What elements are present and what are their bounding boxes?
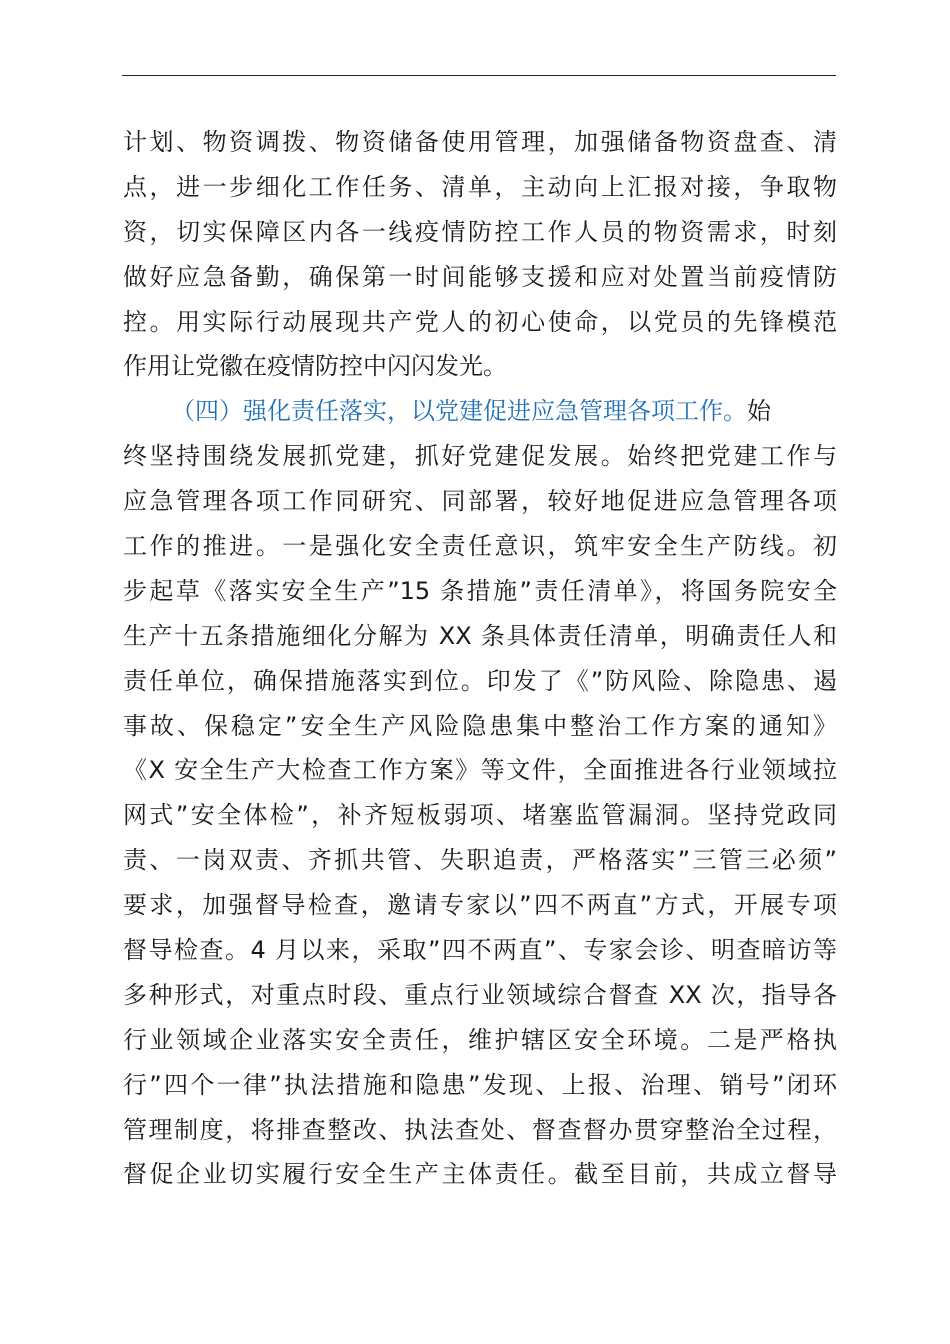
text-line: 要求，加强督导检查，邀请专家以”四不两直”方式，开展专项 xyxy=(123,891,837,920)
section-first-line-tail: 始 xyxy=(747,397,771,426)
text-line: 行”四个一律”执法措施和隐患”发现、上报、治理、销号”闭环 xyxy=(123,1070,837,1099)
text-line: 步起草《落实安全生产”15 条措施”责任清单》，将国务院安全 xyxy=(123,576,837,605)
text-line: 计划、物资调拨、物资储备使用管理，加强储备物资盘查、清 xyxy=(123,128,837,156)
section-heading: （四）强化责任落实，以党建促进应急管理各项工作。 xyxy=(171,397,747,426)
text-line: 控。用实际行动展现共产党人的初心使命，以党员的先锋模范 xyxy=(123,307,837,336)
text-line: 终坚持围绕发展抓党建，抓好党建促发展。始终把党建工作与 xyxy=(123,442,837,471)
text-line: 点，进一步细化工作任务、清单，主动向上汇报对接，争取物 xyxy=(123,172,837,201)
text-line: 行业领域企业落实安全责任，维护辖区安全环境。二是严格执 xyxy=(123,1025,837,1054)
text-line: 做好应急备勤，确保第一时间能够支援和应对处置当前疫情防 xyxy=(123,262,837,291)
text-line: 《X 安全生产大检查工作方案》等文件，全面推进各行业领域拉 xyxy=(123,756,837,785)
text-line: 资，切实保障区内各一线疫情防控工作人员的物资需求，时刻 xyxy=(123,217,837,246)
text-line: 管理制度，将排查整改、执法查处、督查督办贯穿整治全过程， xyxy=(123,1115,837,1144)
text-line: 网式”安全体检”，补齐短板弱项、堵塞监管漏洞。坚持党政同 xyxy=(123,801,837,830)
text-line: 责任单位，确保措施落实到位。印发了《”防风险、除隐患、遏 xyxy=(123,666,837,695)
text-line: 督导检查。4 月以来，采取”四不两直”、专家会诊、明查暗访等 xyxy=(123,936,837,965)
text-line: 多种形式，对重点时段、重点行业领域综合督查 XX 次，指导各 xyxy=(123,980,837,1009)
text-line: 作用让党徽在疫情防控中闪闪发光。 xyxy=(123,352,507,381)
text-line: 生产十五条措施细化分解为 XX 条具体责任清单，明确责任人和 xyxy=(123,621,837,650)
document-body xyxy=(123,120,837,1197)
section-first-line xyxy=(123,389,837,434)
text-line: 事故、保稳定”安全生产风险隐患集中整治工作方案的通知》 xyxy=(123,711,837,740)
text-line: 督促企业切实履行安全生产主体责任。截至目前，共成立督导 xyxy=(123,1160,837,1189)
text-line: 工作的推进。一是强化安全责任意识，筑牢安全生产防线。初 xyxy=(123,532,837,561)
text-line: 责、一岗双责、齐抓共管、失职追责，严格落实”三管三必须” xyxy=(123,846,837,875)
header-rule xyxy=(122,75,836,76)
text-line: 应急管理各项工作同研究、同部署，较好地促进应急管理各项 xyxy=(123,487,837,516)
